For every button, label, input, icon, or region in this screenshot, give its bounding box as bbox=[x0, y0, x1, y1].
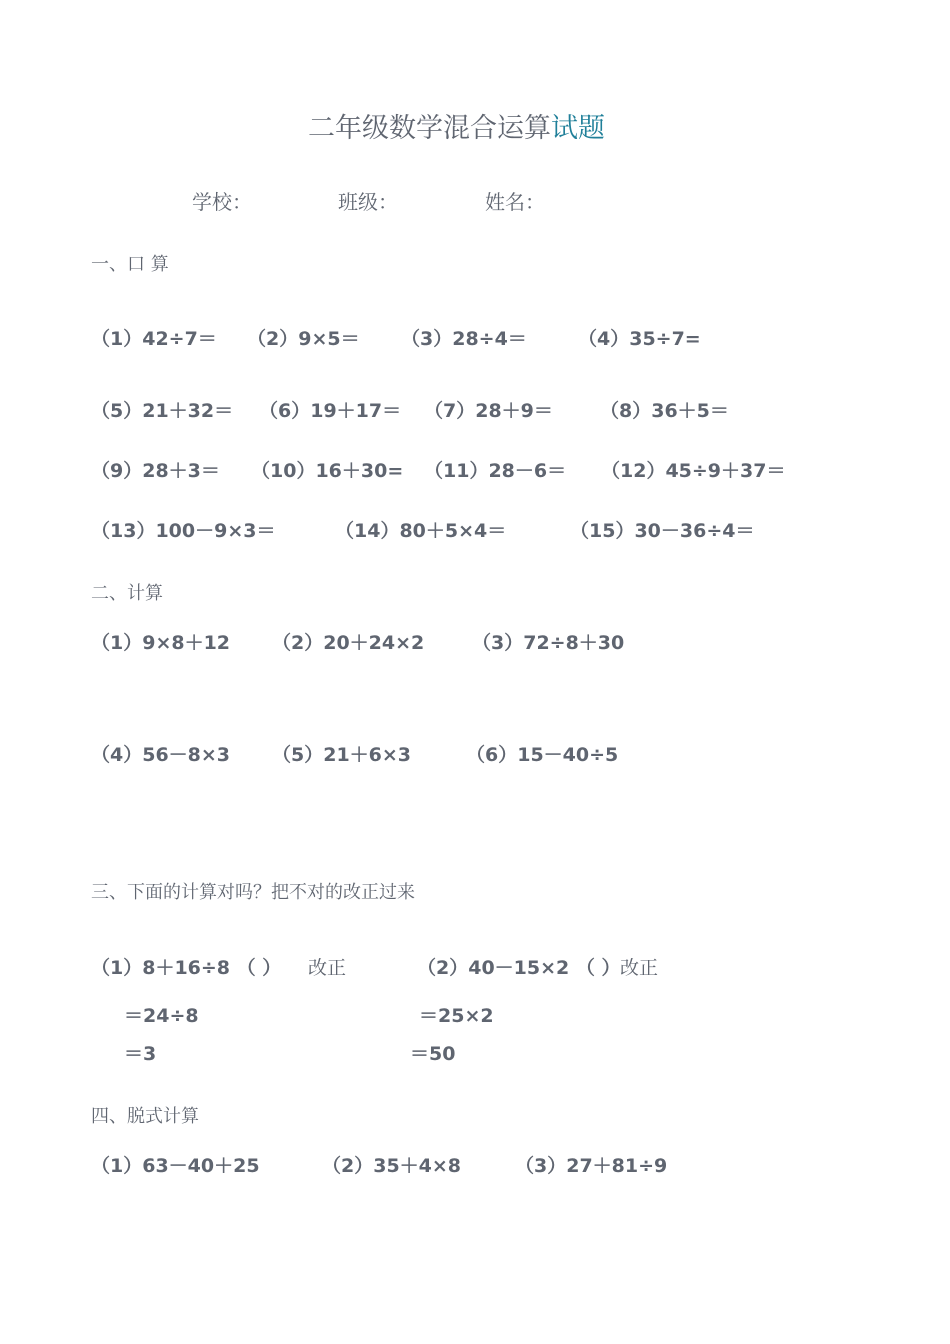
oral-item: （3）28÷4＝ bbox=[401, 328, 527, 350]
section-heading-oral: 一、口 算 bbox=[91, 254, 169, 275]
oral-item: （13）100－9×3＝ bbox=[91, 520, 276, 542]
check-correct-label-2: 改正 bbox=[620, 957, 659, 979]
class-label: 班级： bbox=[338, 190, 398, 214]
oral-item: （4）35÷7= bbox=[578, 328, 701, 350]
oral-item: （5）21＋32＝ bbox=[91, 400, 234, 422]
stepwise-item: （3）27＋81÷9 bbox=[515, 1155, 668, 1177]
oral-item: （8）36＋5＝ bbox=[600, 400, 729, 422]
page-title bbox=[308, 106, 605, 145]
calc-item: （1）9×8＋12 bbox=[91, 632, 231, 654]
oral-item: （7）28＋9＝ bbox=[424, 400, 553, 422]
calc-item: （5）21＋6×3 bbox=[272, 744, 412, 766]
section-heading-stepwise: 四、脱式计算 bbox=[91, 1106, 199, 1127]
oral-item: （10）16＋30= bbox=[251, 460, 404, 482]
check-step-2b: ＝50 bbox=[410, 1043, 456, 1065]
oral-item: （12）45÷9＋37＝ bbox=[601, 460, 786, 482]
oral-item: （2）9×5＝ bbox=[247, 328, 360, 350]
oral-item: （1）42÷7＝ bbox=[91, 328, 217, 350]
oral-item: （11）28－6＝ bbox=[424, 460, 567, 482]
title-accent: 试题 bbox=[551, 113, 605, 144]
oral-item: （9）28＋3＝ bbox=[91, 460, 220, 482]
check-correct-label-1: 改正 bbox=[308, 957, 347, 979]
check-step-1a: ＝24÷8 bbox=[124, 1005, 199, 1027]
check-step-1b: ＝3 bbox=[124, 1043, 157, 1065]
check-step-2a: ＝25×2 bbox=[419, 1005, 494, 1027]
oral-item: （14）80＋5×4＝ bbox=[335, 520, 507, 542]
calc-item: （4）56－8×3 bbox=[91, 744, 231, 766]
calc-item: （2）20＋24×2 bbox=[272, 632, 425, 654]
stepwise-item: （2）35＋4×8 bbox=[322, 1155, 462, 1177]
check-problem-2: （2）40－15×2 （ ） bbox=[417, 957, 621, 979]
check-problem-1: （1）8＋16÷8 （ ） bbox=[91, 957, 282, 979]
name-label: 姓名： bbox=[485, 190, 545, 214]
calc-item: （6）15－40÷5 bbox=[466, 744, 619, 766]
section-heading-check: 三、下面的计算对吗？把不对的改正过来 bbox=[91, 882, 415, 903]
stepwise-item: （1）63－40＋25 bbox=[91, 1155, 260, 1177]
oral-item: （15）30－36÷4＝ bbox=[570, 520, 755, 542]
calc-item: （3）72÷8＋30 bbox=[472, 632, 625, 654]
oral-item: （6）19＋17＝ bbox=[259, 400, 402, 422]
section-heading-calc: 二、计算 bbox=[91, 583, 163, 604]
title-main: 二年级数学混合运算 bbox=[308, 113, 551, 144]
school-label: 学校： bbox=[192, 190, 252, 214]
